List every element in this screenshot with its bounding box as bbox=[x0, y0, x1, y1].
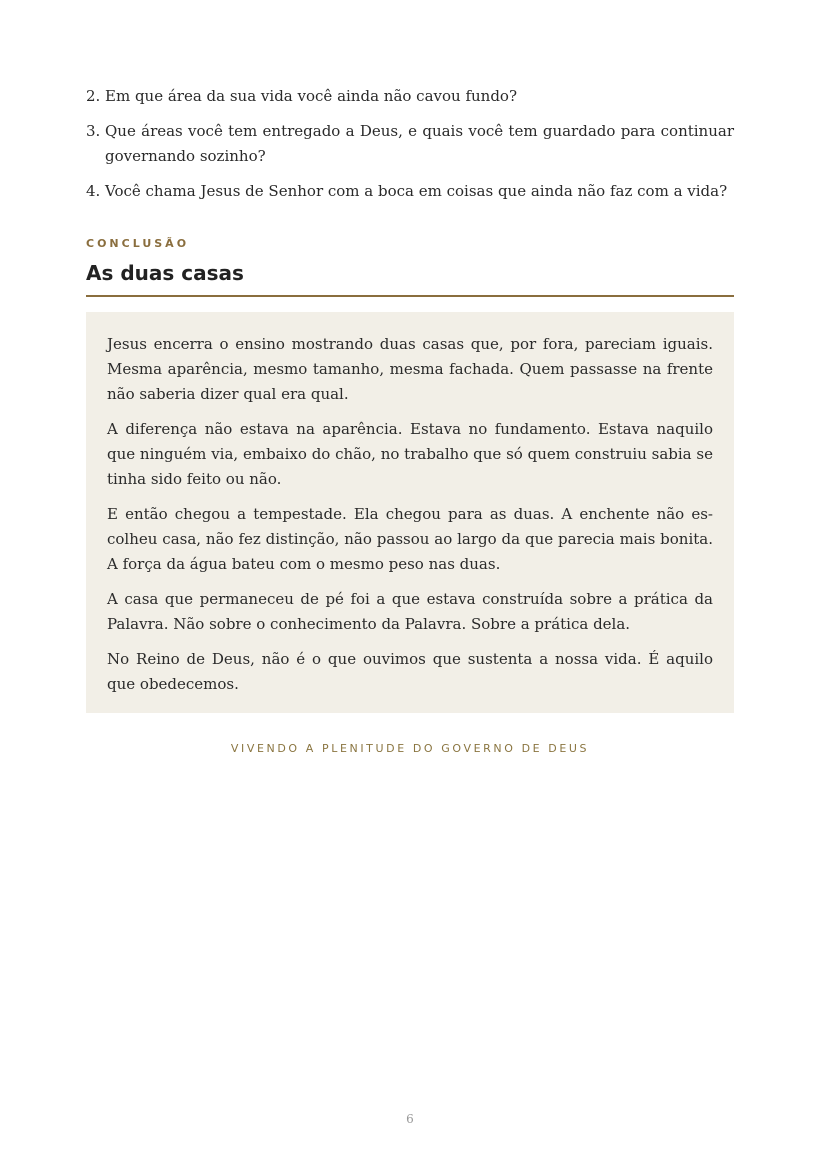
conclusion-callout-box bbox=[86, 312, 734, 713]
question-text: Você chama Jesus de Senhor com a boca em coisas que ainda não faz com a vida? bbox=[105, 182, 728, 200]
book-tagline: VIVENDO A PLENITUDE DO GOVERNO DE DEUS bbox=[230, 742, 590, 755]
question-number: 4. bbox=[86, 182, 101, 200]
question-number: 3. bbox=[86, 122, 101, 140]
question-number: 2. bbox=[86, 87, 101, 105]
page-content bbox=[86, 84, 734, 755]
question-text: Em que área da sua vida você ainda não cavou fundo? bbox=[105, 87, 518, 105]
question-text: Que áreas você tem entregado a Deus, e quais você tem guardado para continuar governando sozinho? bbox=[105, 122, 734, 165]
callout-paragraph: Jesus encerra o ensino mostrando duas casas que, por fora, pareciam iguais. Mesma aparência, mesmo tamanho, mesma fachada. Quem passasse na frente não saberia dizer qual era qual. bbox=[107, 335, 713, 403]
list-item bbox=[86, 119, 734, 169]
callout-paragraph: A casa que permaneceu de pé foi a que estava construída sobre a prática da Palavra. Não sobre o conhecimento da Palavra. Sobre a prática dela. bbox=[107, 590, 713, 633]
section-title: As duas casas bbox=[86, 261, 734, 297]
page-number: 6 bbox=[406, 1112, 414, 1126]
list-item bbox=[86, 179, 734, 204]
callout-paragraph: A diferença não estava na aparência. Estava no fundamento. Estava naquilo que ninguém via, embaixo do chão, no trabalho que só quem construiu sabia se tinha sido feito ou não. bbox=[107, 420, 713, 488]
callout-paragraph: No Reino de Deus, não é o que ouvimos que sustenta a nossa vida. É aquilo que obedecemos. bbox=[107, 650, 713, 693]
list-item bbox=[86, 84, 734, 109]
section-kicker: CONCLUSÃO bbox=[86, 237, 190, 250]
callout-paragraph: E então chegou a tempestade. Ela chegou para as duas. A enchente não es-colheu casa, não fez distinção, não passou ao largo da que parecia mais bonita. A força da água bateu com o mesmo peso nas duas. bbox=[107, 505, 713, 573]
reflection-questions-list bbox=[86, 84, 734, 204]
